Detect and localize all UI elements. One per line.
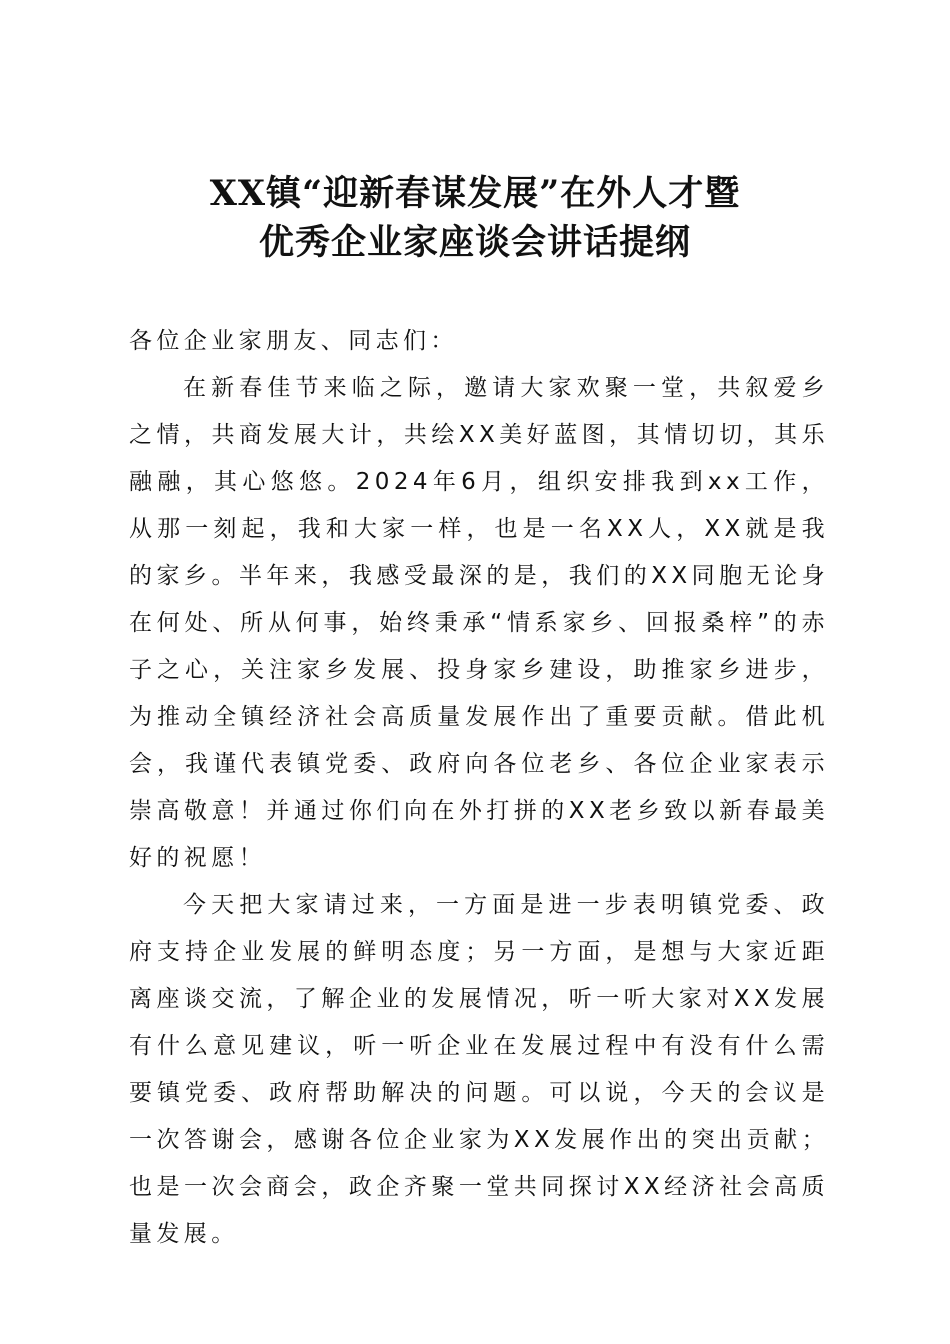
paragraph-1: 在新春佳节来临之际，邀请大家欢聚一堂，共叙爱乡之情，共商发展大计，共绘XX美好蓝图，其情切切，其乐融融，其心悠悠。2024年6月，组织安排我到xx工作，从那一刻起，我和大家一样，也是一名XX人，XX就是我的家乡。半年来，我感受最深的是，我们的XX同胞无论身在何处、所从何事，始终秉承“情系家乡、回报桑梓”的赤子之心，关注家乡发展、投身家乡建设，助推家乡进步，为推动全镇经济社会高质量发展作出了重要贡献。借此机会，我谨代表镇党委、政府向各位老乡、各位企业家表示崇高敬意！并通过你们向在外打拼的XX老乡致以新春最美好的祝愿！ [129,375,829,871]
title-line-1: XX镇“迎新春谋发展”在外人才暨 [209,173,741,214]
document-body [129,318,829,1258]
paragraph-2: 今天把大家请过来，一方面是进一步表明镇党委、政府支持企业发展的鲜明态度；另一方面，是想与大家近距离座谈交流，了解企业的发展情况，听一听大家对XX发展有什么意见建议，听一听企业在发展过程中有没有什么需要镇党委、政府帮助解决的问题。可以说，今天的会议是一次答谢会，感谢各位企业家为XX发展作出的突出贡献；也是一次会商会，政企齐聚一堂共同探讨XX经济社会高质量发展。 [129,892,829,1247]
title-line-2: 优秀企业家座谈会讲话提纲 [258,222,691,263]
salutation: 各位企业家朋友、同志们： [129,328,458,354]
